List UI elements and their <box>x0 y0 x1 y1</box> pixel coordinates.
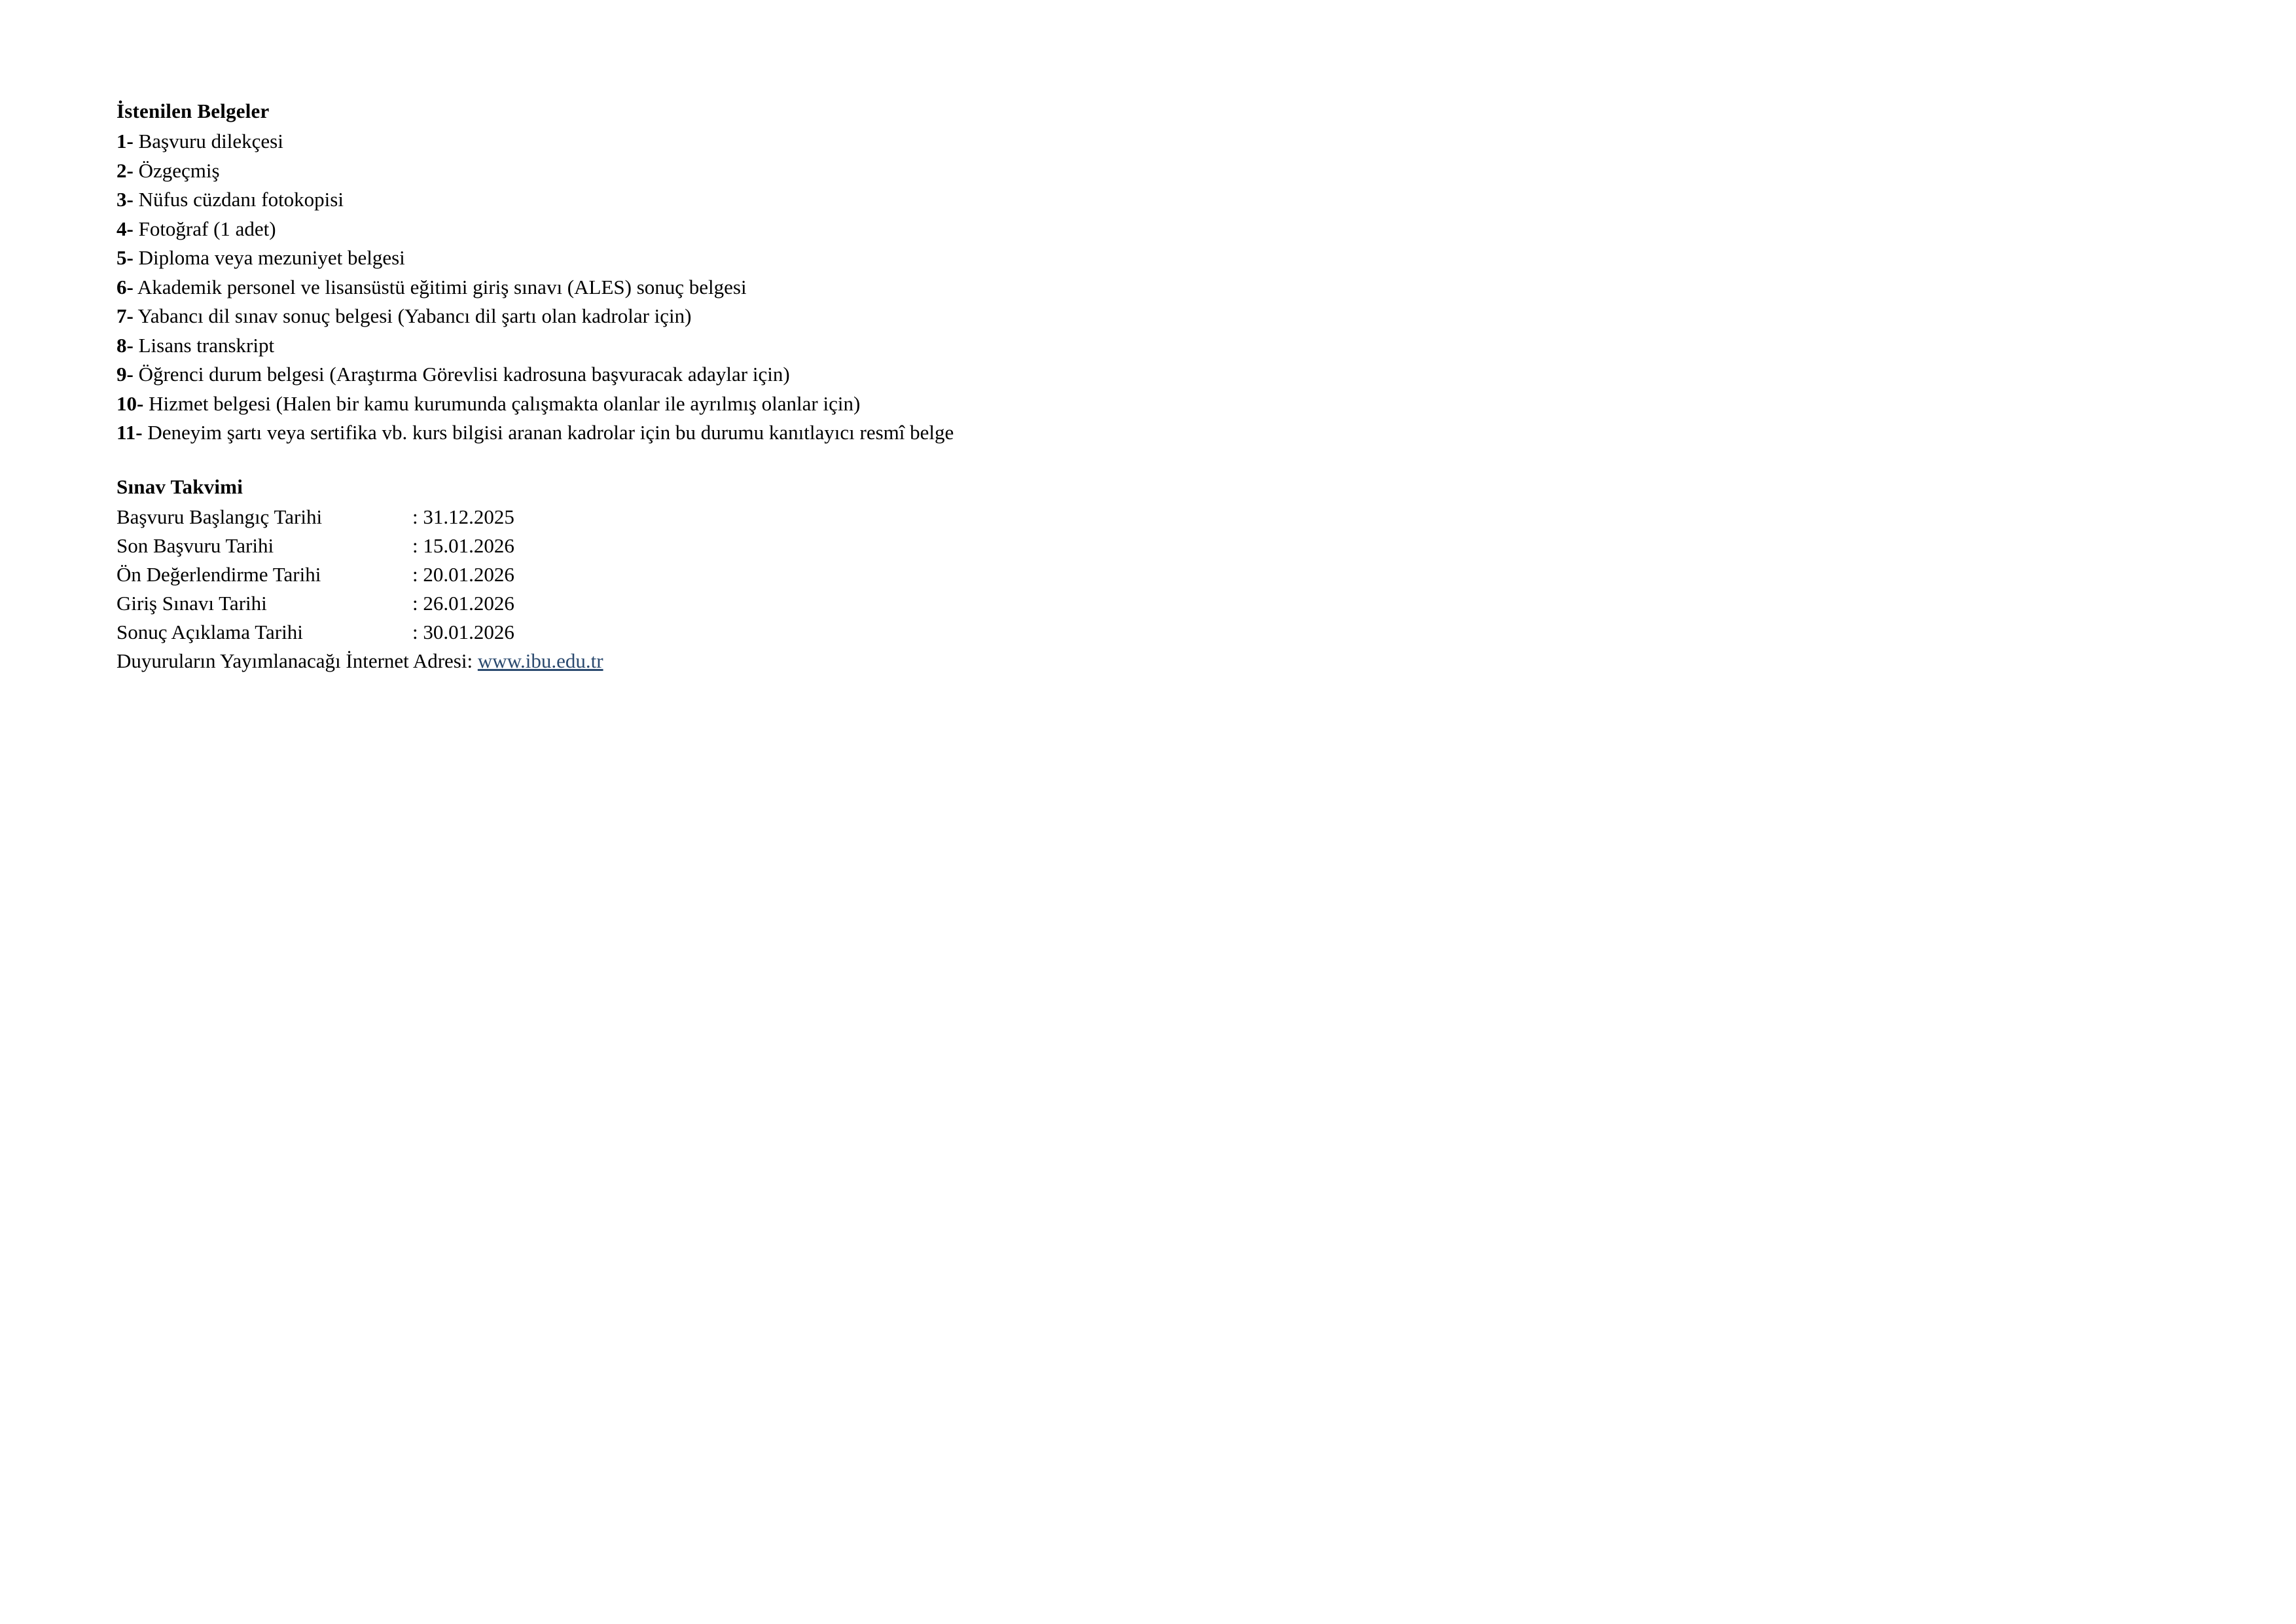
list-item-text: Lisans transkript <box>138 333 275 357</box>
schedule-label: Ön Değerlendirme Tarihi <box>117 562 321 586</box>
list-item <box>117 389 2145 419</box>
announcement-website-label: Duyuruların Yayımlanacağı İnternet Adresi: <box>117 649 473 672</box>
list-item-number: 7- <box>117 304 134 327</box>
list-item-number: 4- <box>117 217 134 240</box>
table-row <box>117 589 603 618</box>
list-item-number: 8- <box>117 333 134 357</box>
document-content <box>117 97 2145 676</box>
exam-schedule-table <box>117 503 603 676</box>
list-item-number: 3- <box>117 188 134 211</box>
list-item <box>117 302 2145 331</box>
list-item-number: 6- <box>117 275 134 298</box>
list-item-number: 2- <box>117 158 134 182</box>
section-spacer <box>117 448 2145 473</box>
list-item-text: Akademik personel ve lisansüstü eğitimi giriş sınavı (ALES) sonuç belgesi <box>137 275 747 298</box>
list-item-text: Nüfus cüzdanı fotokopisi <box>138 188 344 211</box>
list-item <box>117 156 2145 186</box>
list-item-text: Yabancı dil sınav sonuç belgesi (Yabancı dil şartı olan kadrolar için) <box>137 304 692 327</box>
list-item-text: Başvuru dilekçesi <box>138 130 283 153</box>
required-documents-heading: İstenilen Belgeler <box>117 99 270 122</box>
schedule-label: Giriş Sınavı Tarihi <box>117 591 267 615</box>
exam-schedule-heading: Sınav Takvimi <box>117 475 243 498</box>
list-item-number: 9- <box>117 363 134 386</box>
table-row <box>117 618 603 647</box>
schedule-label: Başvuru Başlangıç Tarihi <box>117 505 323 528</box>
list-item-text: Öğrenci durum belgesi (Araştırma Görevlisi kadrosuna başvuracak adaylar için) <box>138 363 790 386</box>
list-item-number: 1- <box>117 130 134 153</box>
table-row <box>117 647 603 676</box>
list-item-text: Diploma veya mezuniyet belgesi <box>138 246 405 269</box>
schedule-value: : 31.12.2025 <box>412 505 514 528</box>
list-item-number: 11- <box>117 421 143 444</box>
table-row <box>117 532 603 560</box>
schedule-label: Sonuç Açıklama Tarihi <box>117 620 303 643</box>
list-item <box>117 273 2145 302</box>
list-item <box>117 360 2145 389</box>
list-item <box>117 418 2145 448</box>
list-item-number: 5- <box>117 246 134 269</box>
schedule-value: : 15.01.2026 <box>412 533 514 557</box>
list-item-text: Fotoğraf (1 adet) <box>138 217 276 240</box>
list-item <box>117 215 2145 244</box>
table-row <box>117 503 603 532</box>
announcement-website-link[interactable]: www.ibu.edu.tr <box>477 649 603 672</box>
list-item-text: Deneyim şartı veya sertifika vb. kurs bilgisi aranan kadrolar için bu durumu kanıtlayıcı resmî belge <box>147 421 954 444</box>
list-item <box>117 331 2145 361</box>
required-documents-list <box>117 127 2145 448</box>
schedule-value: : 30.01.2026 <box>412 620 514 643</box>
table-row <box>117 560 603 589</box>
list-item <box>117 244 2145 273</box>
announcement-website-row <box>117 647 603 676</box>
list-item-text: Özgeçmiş <box>138 158 220 182</box>
schedule-label: Son Başvuru Tarihi <box>117 533 274 557</box>
schedule-value: : 20.01.2026 <box>412 562 514 586</box>
list-item-text: Hizmet belgesi (Halen bir kamu kurumunda çalışmakta olanlar ile ayrılmış olanlar için) <box>149 391 861 415</box>
list-item <box>117 185 2145 215</box>
list-item-number: 10- <box>117 391 144 415</box>
list-item <box>117 127 2145 156</box>
schedule-value: : 26.01.2026 <box>412 591 514 615</box>
